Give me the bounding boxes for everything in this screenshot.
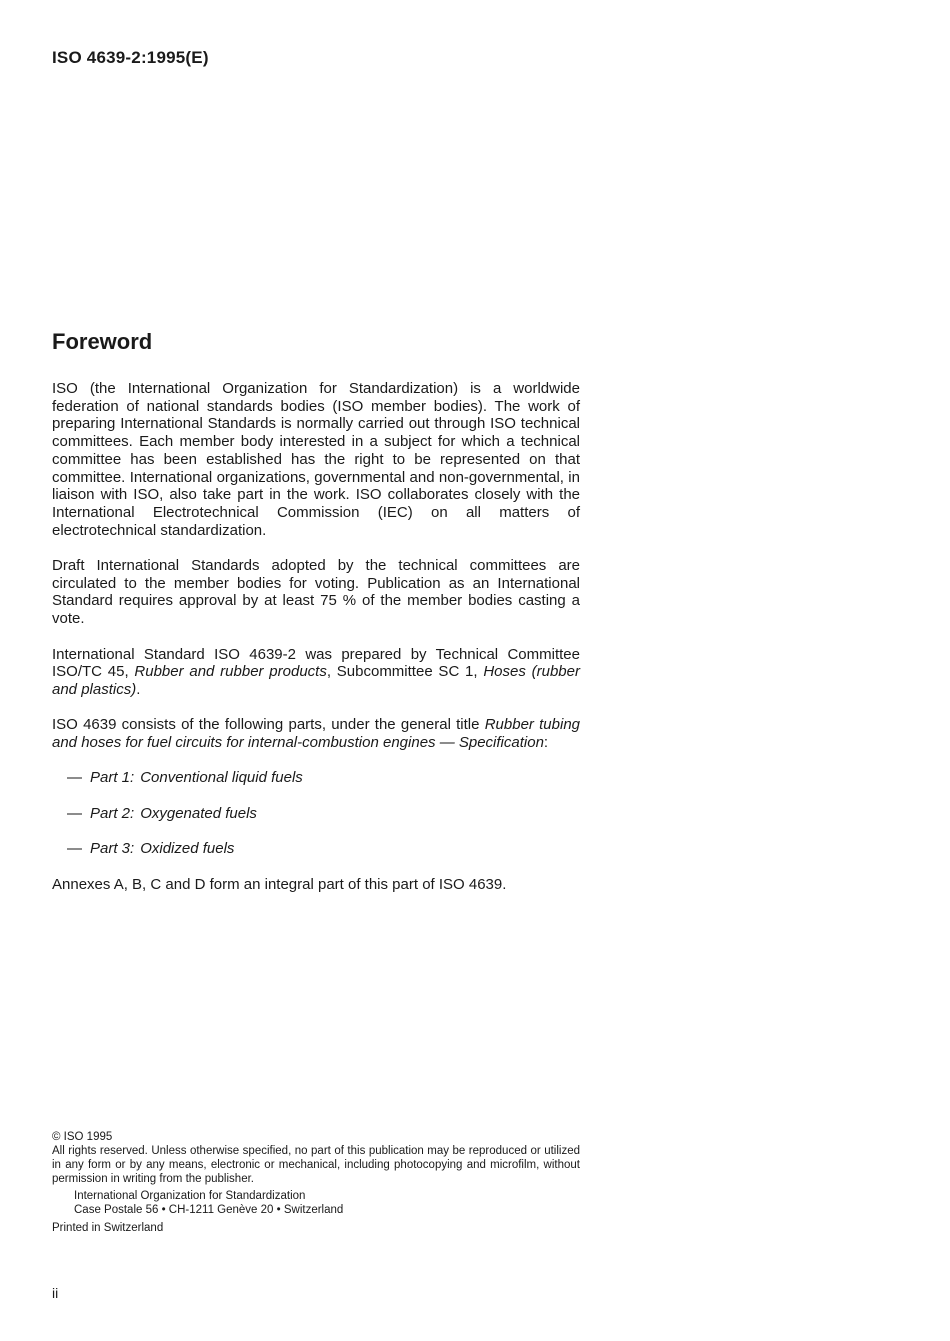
copyright-notice: [52, 1130, 580, 1235]
list-item: [52, 769, 580, 787]
part-label: Part 1:: [90, 769, 135, 787]
copyright-line: © ISO 1995: [52, 1131, 113, 1143]
part-title: Conventional liquid fuels: [140, 769, 303, 787]
document-id: ISO 4639-2:1995(E): [52, 48, 209, 67]
list-item: [52, 840, 580, 858]
paragraph-text: :: [543, 734, 549, 752]
paragraph-text: International Standard ISO 4639-2 was prepared by Technical Committee ISO/TC 45,: [52, 645, 580, 681]
dash: —: [67, 804, 82, 822]
paragraph-text: ISO 4639 consists of the following parts, under the general title: [52, 716, 485, 734]
dash: —: [67, 769, 82, 787]
foreword-paragraph-4: [52, 716, 580, 751]
organization-name: International Organization for Standardization: [74, 1190, 306, 1202]
publisher-address: [74, 1189, 580, 1217]
list-item: [52, 805, 580, 823]
part-title: Oxidized fuels: [140, 840, 235, 858]
paragraph-text: .: [136, 680, 141, 698]
rights-statement: All rights reserved. Unless otherwise specified, no part of this publication may be reproduced or utilized in any form or by any means, electronic or mechanical, including photocopying and microfilm, without permission in writing from the publisher.: [52, 1145, 580, 1185]
part-title: Oxygenated fuels: [140, 804, 257, 822]
foreword-paragraph-3: [52, 646, 580, 699]
committee-title: Rubber and rubber products: [134, 663, 327, 681]
dash: —: [67, 840, 82, 858]
general-title: Rubber tubing and hoses for fuel circuits for internal-combustion engines — Specification: [52, 716, 581, 752]
page-title: Foreword: [52, 329, 153, 354]
parts-list: [52, 769, 580, 857]
page-number: ii: [52, 1285, 59, 1301]
foreword-paragraph-2: Draft International Standards adopted by the technical committees are circulated to the member bodies for voting. Publication as an International Standard requires approval by at least 75 % of the member bodies casting a vote.: [52, 557, 580, 628]
foreword-body: [52, 380, 580, 893]
foreword-paragraph-5: Annexes A, B, C and D form an integral part of this part of ISO 4639.: [52, 875, 507, 893]
paragraph-text: , Subcommittee SC 1,: [326, 663, 484, 681]
part-label: Part 3:: [90, 840, 135, 858]
subcommittee-title: Hoses (rubber and plastics): [52, 663, 580, 698]
printed-in: Printed in Switzerland: [52, 1222, 164, 1234]
part-label: Part 2:: [90, 804, 135, 822]
foreword-paragraph-1: ISO (the International Organization for Standardization) is a worldwide federation of national standards bodies (ISO member bodies). The work of preparing International Standards is normally carried out through ISO technical committees. Each member body interested in a subject for which a technical committee has been established has the right to be represented on that committee. International organizations, governmental and non-governmental, in liaison with ISO, also take part in the work. ISO collaborates closely with the International Electrotechnical Commission (IEC) on all matters of electrotechnical standardization.: [52, 380, 580, 539]
postal-address: Case Postale 56 • CH-1211 Genève 20 • Switzerland: [74, 1204, 344, 1216]
